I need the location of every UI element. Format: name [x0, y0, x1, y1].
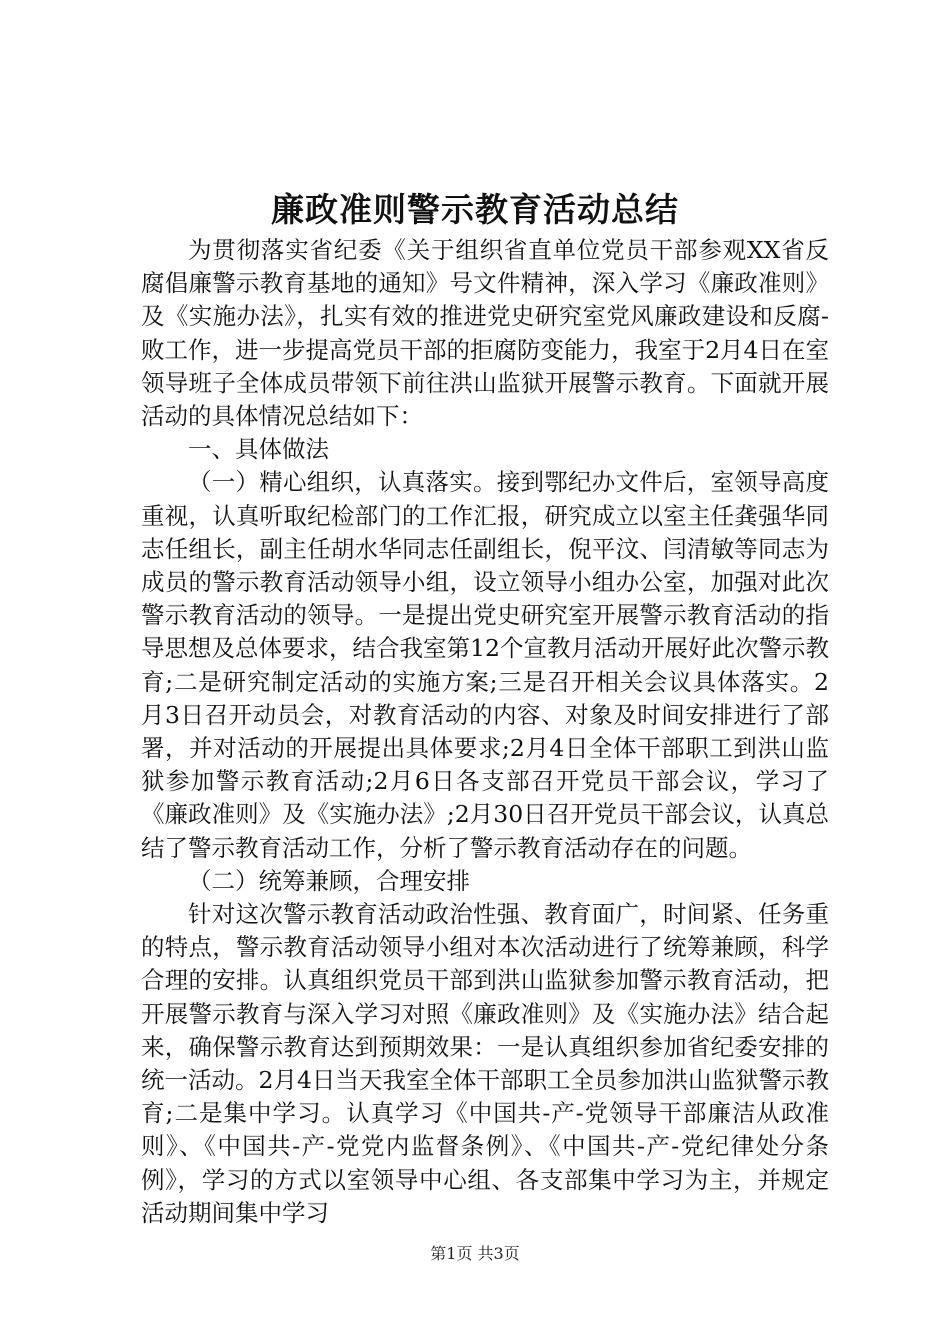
section-heading-1: 一、具体做法 [188, 435, 329, 464]
subsection-heading-2: （二）统筹兼顾，合理安排 [188, 866, 470, 895]
subsection-2-paragraph: 针对这次警示教育活动政治性强、教育面广，时间紧、任务重的特点，警示教育活动领导小组对本次活动进行了统筹兼顾，科学合理的安排。认真组织党员干部到洪山监狱参加警示教育活动，把开展警示教育与深入学习对照《廉政准则》及《实施办法》结合起来，确保警示教育达到预期效果：一是认真组织参加省纪委安排的统一活动。2月4日当天我室全体干部职工全员参加洪山监狱警示教育;二是集中学习。认真学习《中国共-产-党领导干部廉洁从政准则》、《中国共-产-党党内监督条例》、《中国共-产-党纪律处分条例》，学习的方式以室领导中心组、各支部集中学习为主，并规定活动期间集中学习 [141, 900, 829, 1227]
document-body [141, 234, 829, 1230]
intro-paragraph: 为贯彻落实省纪委《关于组织省直单位党员干部参观XX省反腐倡廉警示教育基地的通知》号文件精神，深入学习《廉政准则》及《实施办法》，扎实有效的推进党史研究室党风廉政建设和反腐-败工作，进一步提高党员干部的拒腐防变能力，我室于2月4日在室领导班子全体成员带领下前往洪山监狱开展警示教育。下面就开展活动的具体情况总结如下： [141, 236, 829, 431]
page-number-footer: 第1页 共3页 [430, 1244, 520, 1263]
document-title: 廉政准则警示教育活动总结 [271, 190, 679, 229]
subsection-1-paragraph: （一）精心组织，认真落实。接到鄂纪办文件后，室领导高度重视，认真听取纪检部门的工作汇报，研究成立以室主任龚强华同志任组长，副主任胡水华同志任副组长，倪平汶、闫清敏等同志为成员的警示教育活动领导小组，设立领导小组办公室，加强对此次警示教育活动的领导。一是提出党史研究室开展警示教育活动的指导思想及总体要求，结合我室第12个宣教月活动开展好此次警示教育;二是研究制定活动的实施方案;三是召开相关会议具体落实。2月3日召开动员会，对教育活动的内容、对象及时间安排进行了部署，并对活动的开展提出具体要求;2月4日全体干部职工到洪山监狱参加警示教育活动;2月6日各支部召开党员干部会议，学习了《廉政准则》及《实施办法》;2月30日召开党员干部会议，认真总结了警示教育活动工作，分析了警示教育活动存在的问题。 [141, 468, 829, 862]
